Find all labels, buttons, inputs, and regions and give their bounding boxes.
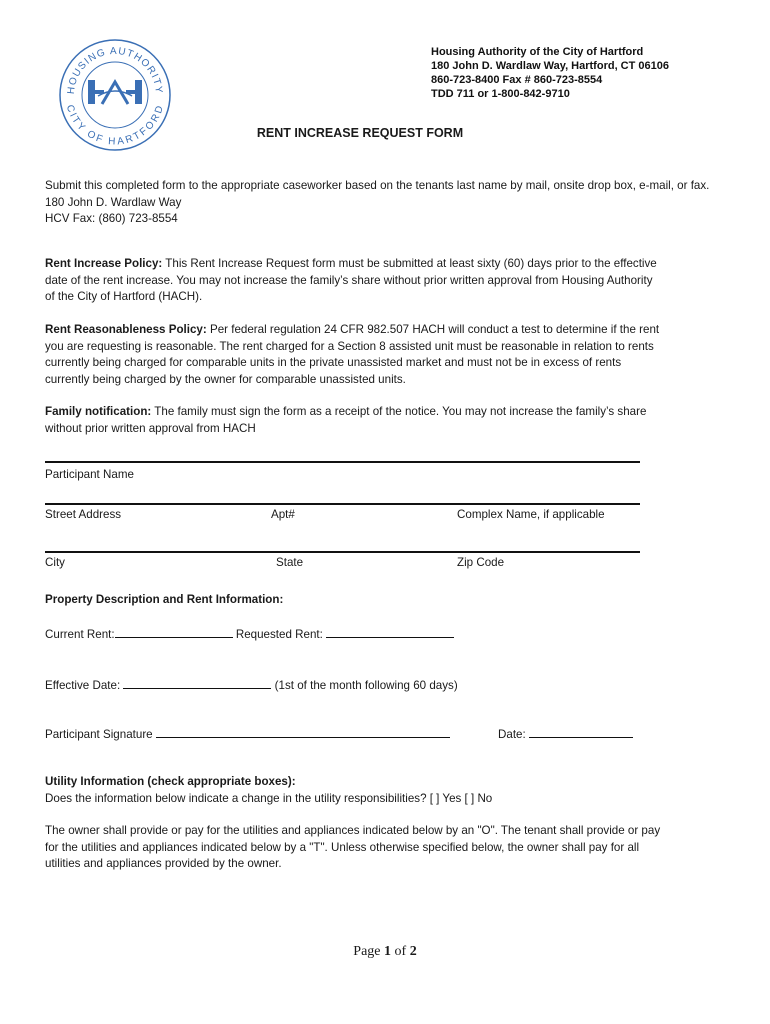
family-notification (45, 404, 665, 437)
rent-increase-policy (45, 256, 665, 306)
agency-street: 180 John D. Wardlaw Way, Hartford, CT 06106 (431, 60, 669, 72)
policy-label: Rent Increase Policy: (45, 257, 163, 270)
signature-label: Participant Signature (45, 728, 153, 741)
date-input[interactable] (529, 725, 633, 738)
agency-name: Housing Authority of the City of Hartford (431, 46, 644, 58)
signature-input[interactable] (156, 725, 450, 738)
page-of: of (391, 944, 410, 959)
date-label: Date: (498, 728, 526, 741)
reasonableness-label: Rent Reasonableness Policy: (45, 323, 207, 336)
page-current: 1 (384, 944, 392, 959)
zip-label: Zip Code (457, 556, 505, 569)
complex-name-label: Complex Name, if applicable (457, 508, 605, 521)
current-rent-input[interactable] (115, 625, 233, 638)
rent-row (45, 625, 454, 644)
street-address-label: Street Address (45, 508, 122, 521)
submit-instructions (45, 178, 725, 228)
rent-reasonableness-policy (45, 322, 665, 388)
submit-line: Submit this completed form to the appropriate caseworker based on the tenants last name by mail, onsite drop box, e-mail, or fax. (45, 179, 710, 192)
participant-name-line[interactable] (45, 461, 640, 463)
city-label: City (45, 556, 65, 569)
seal-top-text: HOUSING AUTHORITY (65, 45, 165, 95)
form-title: RENT INCREASE REQUEST FORM (256, 126, 464, 140)
effective-date-note: (1st of the month following 60 days) (274, 679, 458, 692)
submit-address: 180 John D. Wardlaw Way (45, 195, 182, 209)
utility-question: Does the information below indicate a change in the utility responsibilities? [ ] Yes [ ] No (45, 792, 493, 805)
family-label: Family notification: (45, 405, 152, 418)
agency-tdd: TDD 711 or 1-800-842-9710 (431, 88, 570, 100)
date-row (498, 725, 633, 744)
utility-heading: Utility Information (check appropriate boxes): (45, 775, 296, 788)
city-state-zip-line[interactable] (45, 551, 640, 553)
signature-row (45, 725, 450, 744)
property-heading: Property Description and Rent Information: (45, 593, 284, 606)
effective-date-label: Effective Date: (45, 679, 121, 692)
agency-phone-fax: 860-723-8400 Fax # 860-723-8554 (431, 74, 603, 86)
apt-label: Apt# (271, 508, 295, 521)
seal-bottom-text: CITY OF HARTFORD (63, 103, 167, 148)
submit-fax: HCV Fax: (860) 723-8554 (45, 212, 178, 226)
effective-date-input[interactable] (123, 676, 271, 689)
page-number (0, 944, 770, 960)
current-rent-label: Current Rent: (45, 628, 115, 641)
utility-text: The owner shall provide or pay for the utilities and appliances indicated below by an "O". The tenant shall provide or pay for the utilities and appliances indicated below by a "T". Unless otherwise specified below, the owner shall pay for all utilities and appliances provided by the owner. (45, 824, 661, 871)
participant-name-label: Participant Name (45, 468, 134, 481)
requested-rent-input[interactable] (326, 625, 454, 638)
street-address-line[interactable] (45, 503, 640, 505)
page-total: 2 (409, 944, 417, 959)
page-prefix: Page (353, 944, 385, 959)
state-label: State (276, 556, 304, 569)
svg-text:HOUSING AUTHORITY (66, 46, 164, 95)
agency-address-block (431, 45, 669, 101)
reasonableness-text: Per federal regulation 24 CFR 982.507 HACH will conduct a test to determine if the rent you are requesting is reasonable. The rent charged for a Section 8 assisted unit must be reasonable in relation to rents currently being charged for comparable units in the private unassisted market and must not be in excess of rents currently being charged by the owner for comparable unassisted units. (45, 323, 660, 386)
requested-rent-label: Requested Rent: (235, 628, 323, 641)
policy-text: This Rent Increase Request form must be submitted at least sixty (60) days prior to the effective date of the rent increase. You may not increase the family’s share without prior written approval from Housing Authority of the City of Hartford (HACH). (45, 257, 657, 304)
effective-date-row (45, 676, 458, 695)
family-text: The family must sign the form as a receipt of the notice. You may not increase the family’s share without prior written approval from HACH (45, 405, 647, 435)
